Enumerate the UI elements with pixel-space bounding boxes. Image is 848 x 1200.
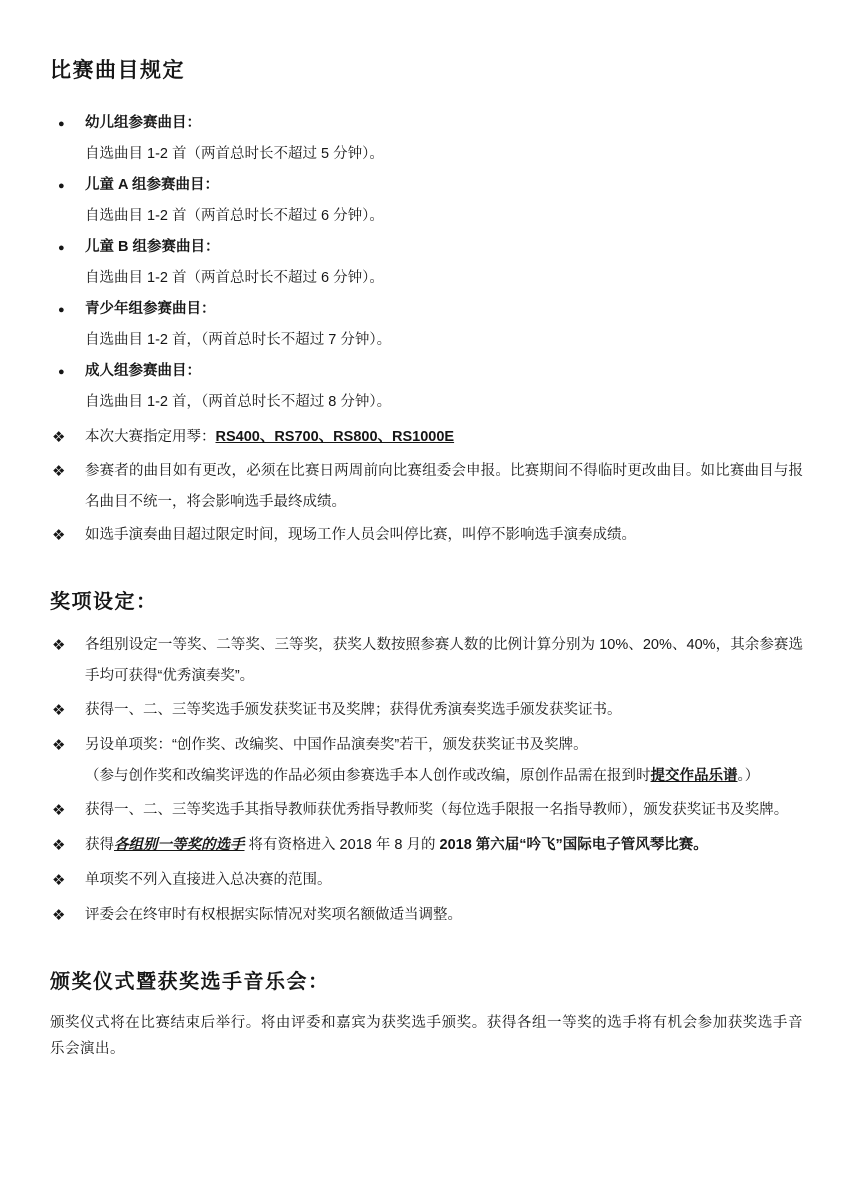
note-text: 参赛者的曲目如有更改，必须在比赛日两周前向比赛组委会申报。比赛期间不得临时更改曲目。如比赛曲目与报名曲目不统一，将会影响选手最终成绩。 xyxy=(85,463,803,510)
special-prize-note: （参与创作奖和改编奖评选的作品必须由参赛选手本人创作或改编，原创作品需在报到时提交作品乐谱。） xyxy=(85,768,760,784)
award-text: 获得一、二、三等奖选手颁发获奖证书及奖牌；获得优秀演奏奖选手颁发获奖证书。 xyxy=(85,702,622,718)
awards-list xyxy=(50,630,803,932)
disc-bullet-icon: ● xyxy=(58,242,65,254)
disc-bullet-icon: ● xyxy=(58,118,65,130)
group-desc: 自选曲目 1-2 首（两首总时长不超过 6 分钟）。 xyxy=(85,208,384,224)
group-item-teen xyxy=(50,294,803,356)
award-item-special-prizes xyxy=(50,730,803,792)
award-item-special-excluded xyxy=(50,865,803,897)
award-text: 单项奖不列入直接进入总决赛的范围。 xyxy=(85,872,332,888)
international-competition-name: 2018 第六届“吟飞”国际电子管风琴比赛。 xyxy=(439,837,708,853)
group-item-adult xyxy=(50,356,803,418)
group-item-youth xyxy=(50,108,803,170)
note-designated-instruments xyxy=(50,422,803,454)
diamond-bullet-icon: ❖ xyxy=(52,802,66,819)
diamond-bullet-icon: ❖ xyxy=(52,837,66,854)
group-label: 幼儿组参赛曲目： xyxy=(85,115,201,131)
section-title-ceremony: 颁奖仪式暨获奖选手音乐会： xyxy=(50,971,330,993)
repertoire-note-list xyxy=(50,422,803,552)
instrument-models: RS400、RS700、RS800、RS1000E xyxy=(215,429,455,445)
group-desc: 自选曲目 1-2 首（两首总时长不超过 5 分钟）。 xyxy=(85,146,384,162)
diamond-bullet-icon: ❖ xyxy=(52,702,66,719)
first-prize-winners-emphasis: 各组别一等奖的选手 xyxy=(114,837,245,853)
award-text: 获得一、二、三等奖选手其指导教师获优秀指导教师奖（每位选手限报一名指导教师），颁发获奖证书及奖牌。 xyxy=(85,802,789,818)
award-item-teacher-award xyxy=(50,795,803,827)
diamond-bullet-icon: ❖ xyxy=(52,463,66,480)
diamond-bullet-icon: ❖ xyxy=(52,872,66,889)
diamond-bullet-icon: ❖ xyxy=(52,637,66,654)
note-text: 如选手演奏曲目超过限定时间，现场工作人员会叫停比赛，叫停不影响选手演奏成绩。 xyxy=(85,527,636,543)
diamond-bullet-icon: ❖ xyxy=(52,429,66,446)
note-time-limit xyxy=(50,520,803,552)
group-item-children-b xyxy=(50,232,803,294)
group-label: 青少年组参赛曲目： xyxy=(85,301,216,317)
group-item-children-a xyxy=(50,170,803,232)
award-item-tiers xyxy=(50,630,803,692)
diamond-bullet-icon: ❖ xyxy=(52,527,66,544)
award-text: 另设单项奖：“创作奖、改编奖、中国作品演奏奖”若干，颁发获奖证书及奖牌。 xyxy=(85,737,588,753)
group-label: 儿童 A 组参赛曲目： xyxy=(85,177,219,193)
award-item-certificates xyxy=(50,695,803,727)
diamond-bullet-icon: ❖ xyxy=(52,907,66,924)
section-title-repertoire: 比赛曲目规定 xyxy=(50,59,185,82)
note-repertoire-change xyxy=(50,456,803,518)
group-label: 成人组参赛曲目： xyxy=(85,363,201,379)
diamond-bullet-icon: ❖ xyxy=(52,737,66,754)
group-desc: 自选曲目 1-2 首（两首总时长不超过 6 分钟）。 xyxy=(85,270,384,286)
group-desc: 自选曲目 1-2 首，（两首总时长不超过 8 分钟）。 xyxy=(85,394,392,410)
award-item-finals-qualification: ❖ 获得各组别一等奖的选手 将有资格进入 2018 年 8 月的 2018 第六届“吟飞”国际电子管风琴比赛。 xyxy=(50,830,803,862)
repertoire-group-list xyxy=(50,108,803,418)
group-desc: 自选曲目 1-2 首，（两首总时长不超过 7 分钟）。 xyxy=(85,332,392,348)
submit-score-emphasis: 提交作品乐谱 xyxy=(650,768,738,784)
ceremony-paragraph: 颁奖仪式将在比赛结束后举行。将由评委和嘉宾为获奖选手颁奖。获得各组一等奖的选手将有机会参加获奖选手音乐会演出。 xyxy=(50,1015,803,1057)
section-title-awards: 奖项设定： xyxy=(50,591,158,613)
group-label: 儿童 B 组参赛曲目： xyxy=(85,239,220,255)
award-text: 评委会在终审时有权根据实际情况对奖项名额做适当调整。 xyxy=(85,907,462,923)
disc-bullet-icon: ● xyxy=(58,180,65,192)
note-text: 本次大赛指定用琴： xyxy=(85,429,216,445)
award-text: 各组别设定一等奖、二等奖、三等奖，获奖人数按照参赛人数的比例计算分别为 10%、20%、40%，其余参赛选手均可获得“优秀演奏奖”。 xyxy=(85,637,803,684)
award-item-jury-adjustment xyxy=(50,900,803,932)
disc-bullet-icon: ● xyxy=(58,304,65,316)
disc-bullet-icon: ● xyxy=(58,366,65,378)
